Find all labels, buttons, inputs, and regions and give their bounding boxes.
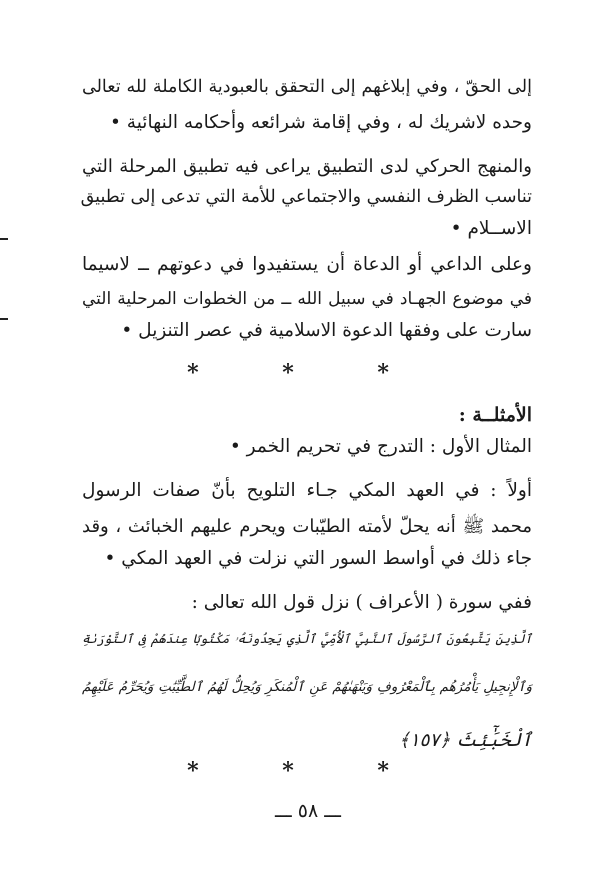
section-separator-bottom: * * * (187, 758, 427, 784)
quran-verse-line-3: ٱلْخَبَٰٓئِثَ ﴿١٥٧﴾ (398, 730, 532, 751)
paragraph-3-line-1: وعلى الداعي أو الدعاة أن يستفيدوا في دعوتهم ــ لاسيما (82, 254, 532, 275)
quote-intro: ففي سورة ( الأعراف ) نزل قول الله تعالى : (191, 592, 532, 613)
scan-margin-mark (0, 318, 8, 320)
paragraph-2-line-1: والمنهج الحركي لدى التطبيق يراعى فيه تطبيق المرحلة التي (82, 156, 532, 177)
paragraph-2-line-2: تناسب الظرف النفسي والاجتماعي للأمة التي تدعى إلى تطبيق (80, 187, 532, 207)
example-paragraph-line-3: جاء ذلك في أواسط السور التي نزلت في العهد المكي • (104, 548, 532, 569)
example-paragraph-line-1: أولاً : في العهد المكي جـاء التلويح بأنّ صفات الرسول (82, 480, 532, 501)
example-paragraph-line-2: محمد ﷺ أنه يحلّ لأمته الطيّبات ويحرم عليهم الخبائث ، وقد (82, 516, 532, 537)
examples-heading: الأمثلــة : (458, 404, 532, 426)
paragraph-1-line-2: وحده لاشريك له ، وفي إقامة شرائعه وأحكامه النهائية • (110, 112, 532, 133)
quran-verse-line-2: وَٱلْإِنجِيلِ يَأْمُرُهُم بِٱلْمَعْرُوفِ وَيَنْهَىٰهُمْ عَنِ ٱلْمُنكَرِ وَيُحِلُّ لَهُمُ ٱلطَّيِّبَٰتِ وَيُحَرِّمُ عَلَيْهِمُ (82, 679, 532, 695)
paragraph-1-line-1: إلى الحقّ ، وفي إبلاغهم إلى التحقق بالعبودية الكاملة لله تعالى (82, 77, 532, 97)
scan-margin-mark (0, 238, 8, 240)
page-number: ـــ ٥٨ ـــ (275, 800, 341, 822)
first-example-title: المثال الأول : التدرج في تحريم الخمر • (229, 436, 532, 457)
paragraph-3-line-2: في موضوع الجهـاد في سبيل الله ــ من الخطوات المرحلية التي (82, 289, 532, 309)
quran-verse-line-1: ٱلَّذِينَ يَتَّبِعُونَ ٱلرَّسُولَ ٱلنَّبِيَّ ٱلْأُمِّيَّ ٱلَّذِي يَجِدُونَهُۥ مَكْتُوبًا عِندَهُمْ فِى ٱلتَّوْرَىٰةِ (82, 631, 532, 646)
paragraph-3-line-3: سارت على وفقها الدعوة الاسلامية في عصر التنزيل • (121, 320, 532, 341)
paragraph-2-line-3: الاســلام • (450, 218, 532, 239)
section-separator-top: * * * (187, 360, 427, 386)
